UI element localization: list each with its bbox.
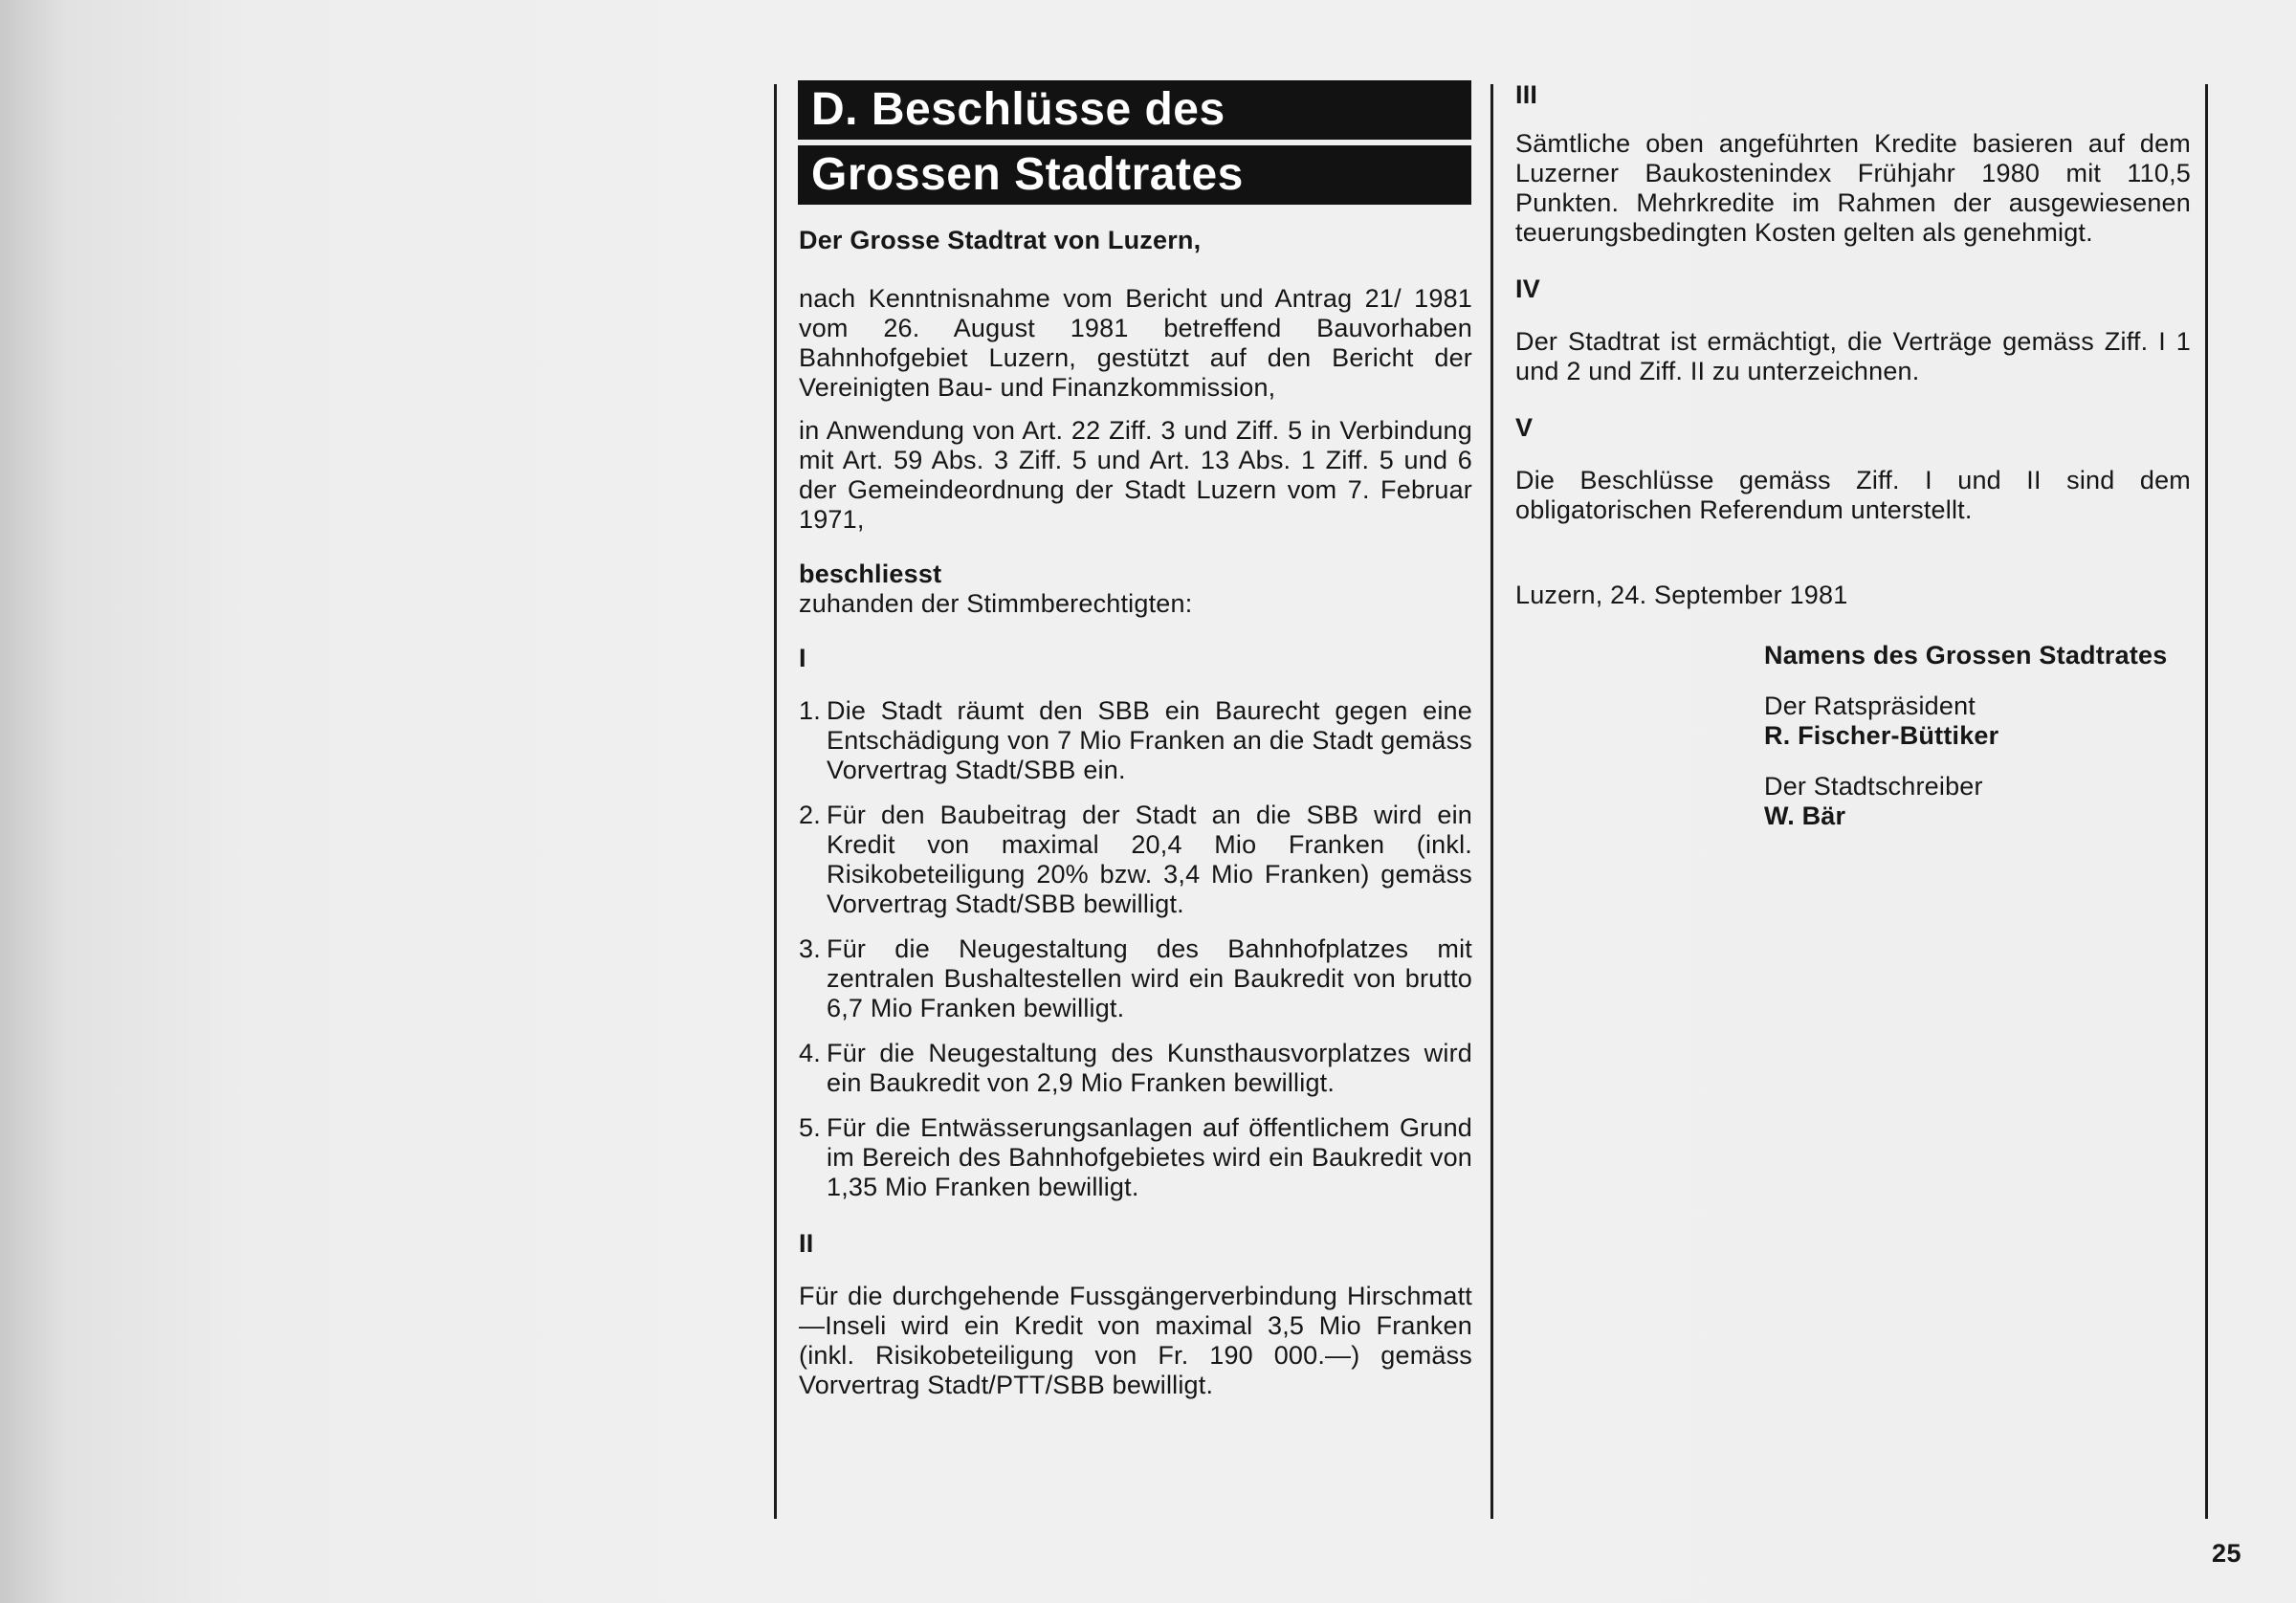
title-line-1: D. Beschlüsse des	[798, 80, 1471, 140]
section-title	[798, 80, 1472, 205]
list-item-number: 4.	[799, 1039, 821, 1067]
page-number: 25	[2212, 1539, 2242, 1568]
list-item	[799, 801, 1472, 919]
signature-name-clerk: W. Bär	[1764, 802, 1846, 830]
signature-role-president: Der Ratspräsident	[1764, 692, 1976, 720]
section-label-1: I	[799, 644, 806, 672]
list-item-number: 5.	[799, 1113, 821, 1142]
list-item-text: Für die Neugestaltung des Bahnhofplatzes mit zentralen Bushaltestellen wird ein Baukredit von brutto 6,7 Mio Franken bewilligt.	[827, 934, 1472, 1022]
paragraph-noting: nach Kenntnisnahme vom Bericht und Antrag 21/ 1981 vom 26. August 1981 betreffend Bauvorhaben Bahnhofgebiet Luzern, gestützt auf den Bericht der Vereinigten Bau- und Finanzkommission,	[799, 284, 1472, 402]
column-rule-middle	[1490, 84, 1493, 1519]
right-column	[1515, 80, 2191, 831]
title-line-2: Grossen Stadtrates	[798, 145, 1471, 205]
section-1-list	[799, 696, 1472, 1202]
section-2-text: Für die durchgehende Fussgängerverbindung Hirschmatt—Inseli wird ein Kredit von maximal 3,5 Mio Franken (inkl. Risikobeteiligung von Fr. 190 000.—) gemäss Vorvertrag Stadt/PTT/SBB bewilligt.	[799, 1282, 1472, 1399]
section-5-text: Die Beschlüsse gemäss Ziff. I und II sind dem obligatorischen Referendum unterstellt.	[1515, 466, 2191, 524]
column-rule-left	[774, 84, 777, 1519]
list-item-number: 3.	[799, 934, 821, 963]
section-label-2: II	[799, 1229, 814, 1258]
list-item-number: 1.	[799, 696, 821, 725]
list-item-text: Für die Entwässerungsanlagen auf öffentlichem Grund im Bereich des Bahnhofgebietes wird ein Baukredit von 1,35 Mio Franken bewilligt.	[827, 1113, 1472, 1201]
place-date: Luzern, 24. September 1981	[1515, 581, 1848, 609]
signature-role-clerk: Der Stadtschreiber	[1764, 772, 1983, 801]
signature-block	[1764, 641, 2191, 831]
list-item-text: Die Stadt räumt den SBB ein Baurecht gegen eine Entschädigung von 7 Mio Franken an die Stadt gemäss Vorvertrag Stadt/SBB ein.	[827, 696, 1472, 784]
section-label-4: IV	[1515, 274, 1540, 303]
section-4-text: Der Stadtrat ist ermächtigt, die Verträge gemäss Ziff. I 1 und 2 und Ziff. II zu unterzeichnen.	[1515, 327, 2191, 385]
section-label-3: III	[1515, 80, 1538, 109]
list-item-text: Für den Baubeitrag der Stadt an die SBB wird ein Kredit von maximal 20,4 Mio Franken (inkl. Risikobeteiligung 20% bzw. 3,4 Mio Franken) gemäss Vorvertrag Stadt/SBB bewilligt.	[827, 801, 1472, 918]
list-item	[799, 934, 1472, 1023]
signature-on-behalf: Namens des Grossen Stadtrates	[1764, 641, 2168, 670]
column-rule-right	[2205, 84, 2208, 1519]
left-column	[799, 80, 1472, 1414]
list-item-text: Für die Neugestaltung des Kunsthausvorplatzes wird ein Baukredit von 2,9 Mio Franken bewilligt.	[827, 1039, 1472, 1097]
resolves-subheading: zuhanden der Stimmberechtigten:	[799, 589, 1193, 618]
section-3-text: Sämtliche oben angeführten Kredite basieren auf dem Luzerner Baukostenindex Frühjahr 1980 mit 110,5 Punkten. Mehrkredite im Rahmen der ausgewiesenen teuerungsbedingten Kosten gelten als genehmigt.	[1515, 129, 2191, 247]
paragraph-applying: in Anwendung von Art. 22 Ziff. 3 und Ziff. 5 in Verbindung mit Art. 59 Abs. 3 Ziff. 5 und Art. 13 Abs. 1 Ziff. 5 und 6 der Gemeindeordnung der Stadt Luzern vom 7. Februar 1971,	[799, 416, 1472, 534]
list-item	[799, 1039, 1472, 1098]
list-item	[799, 696, 1472, 785]
resolves-heading: beschliesst	[799, 560, 942, 588]
intro-heading: Der Grosse Stadtrat von Luzern,	[799, 226, 1202, 254]
list-item	[799, 1113, 1472, 1202]
section-label-5: V	[1515, 413, 1534, 442]
signature-name-president: R. Fischer-Büttiker	[1764, 721, 1999, 750]
list-item-number: 2.	[799, 801, 821, 829]
